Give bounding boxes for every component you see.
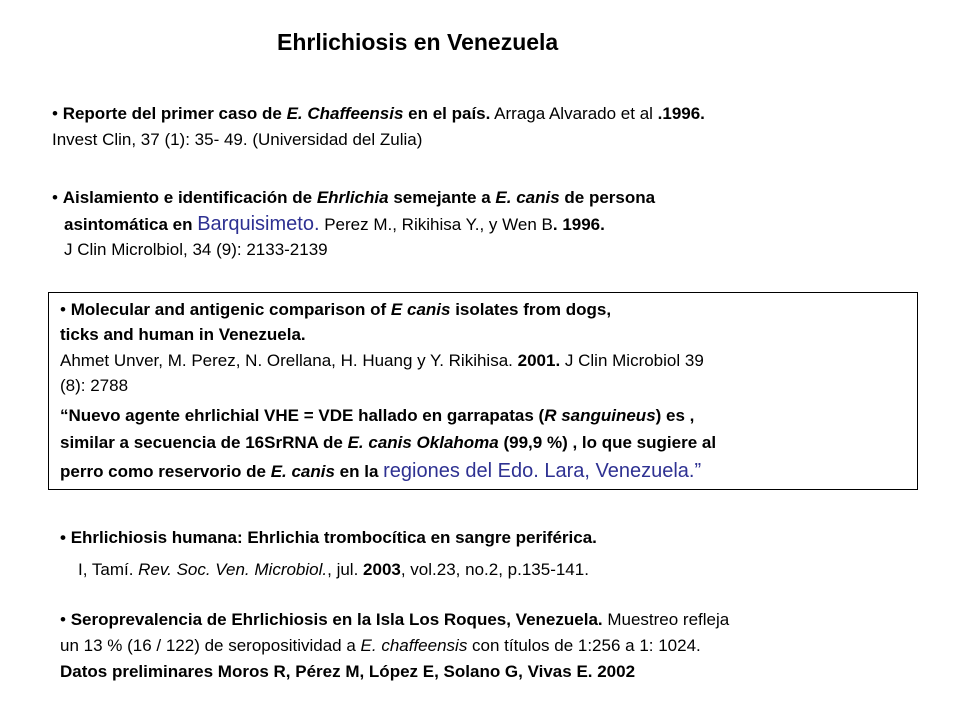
text: . 1996.: [552, 215, 605, 234]
text: (99,9 %) , lo que sugiere al: [498, 433, 717, 452]
text: un 13 % (16 / 122) de seropositividad a: [60, 636, 361, 655]
box-line2: ticks and human in Venezuela.: [60, 325, 306, 344]
text: Ehrlichiosis humana: Ehrlichia trombocítica en sangre periférica.: [70, 528, 597, 547]
text: perro como reservorio de: [60, 462, 271, 481]
ref4-line2: [78, 560, 589, 580]
text: Barquisimeto.: [197, 213, 320, 235]
text: E canis: [390, 300, 451, 319]
text: con títulos de 1:256 a 1: 1024.: [467, 636, 701, 655]
text: semejante a: [388, 188, 496, 207]
ref2-line1: [52, 188, 655, 208]
text: asintomática en: [64, 215, 198, 234]
text: .1996.: [652, 104, 705, 123]
box-line5: [60, 406, 694, 426]
text: en la: [334, 462, 384, 481]
text: 2001.: [517, 351, 561, 370]
ref1-line2: Invest Clin, 37 (1): 35- 49. (Universidad del Zulia): [52, 130, 423, 149]
text: Ehrlichia: [316, 188, 389, 207]
bullet: •: [60, 528, 66, 547]
text: Perez M., Rikihisa Y., y Wen B: [319, 215, 553, 234]
text: ) es ,: [655, 406, 695, 425]
ref1-line1: [52, 104, 705, 124]
text: , jul.: [327, 560, 364, 579]
text: I, Tamí.: [78, 560, 139, 579]
box-line6: [60, 433, 716, 453]
box-line7: [60, 461, 701, 482]
text: regiones del Edo. Lara, Venezuela.”: [383, 460, 702, 482]
text: de persona: [559, 188, 656, 207]
ref5-line2: [60, 636, 701, 656]
bullet: •: [60, 300, 66, 319]
text: Rev. Soc. Ven. Microbiol.: [138, 560, 328, 579]
text: “Nuevo agente ehrlichial VHE = VDE hallado en garrapatas (: [60, 406, 545, 425]
text: 2003: [363, 560, 401, 579]
text: Seroprevalencia de Ehrlichiosis en la Isla Los Roques, Venezuela.: [70, 610, 603, 629]
text: Arraga Alvarado et al: [490, 104, 653, 123]
text: E. canis Oklahoma: [347, 433, 499, 452]
box-line3: [60, 351, 704, 371]
text: J Clin Microbiol 39: [560, 351, 704, 370]
ref2-line3: J Clin Microlbiol, 34 (9): 2133-2139: [64, 240, 328, 259]
text: similar a secuencia de 16SrRNA de: [60, 433, 348, 452]
text: Ahmet Unver, M. Perez, N. Orellana, H. Huang y Y. Rikihisa.: [60, 351, 518, 370]
text: Molecular and antigenic comparison of: [70, 300, 391, 319]
text: Aislamiento e identificación de: [62, 188, 317, 207]
box-line4: (8): 2788: [60, 376, 129, 395]
text: E. canis: [270, 462, 335, 481]
text: E. canis: [495, 188, 560, 207]
page-title: Ehrlichiosis en Venezuela: [277, 29, 559, 55]
box-line1: [60, 300, 611, 320]
ref2-line2: [64, 214, 605, 235]
text: R sanguineus: [544, 406, 656, 425]
text: en el país.: [403, 104, 491, 123]
text: isolates from dogs,: [450, 300, 612, 319]
bullet: •: [60, 610, 66, 629]
bullet: •: [52, 104, 58, 123]
text: E. chaffeensis: [360, 636, 468, 655]
text: , vol.23, no.2, p.135-141.: [400, 560, 589, 579]
text: Reporte del primer caso de: [62, 104, 287, 123]
bullet: •: [52, 188, 58, 207]
text: Muestreo refleja: [602, 610, 730, 629]
text: E. Chaffeensis: [286, 104, 404, 123]
ref4-line1: [60, 528, 597, 548]
ref5-line3: Datos preliminares Moros R, Pérez M, López E, Solano G, Vivas E. 2002: [60, 662, 636, 681]
ref5-line1: [60, 610, 729, 630]
